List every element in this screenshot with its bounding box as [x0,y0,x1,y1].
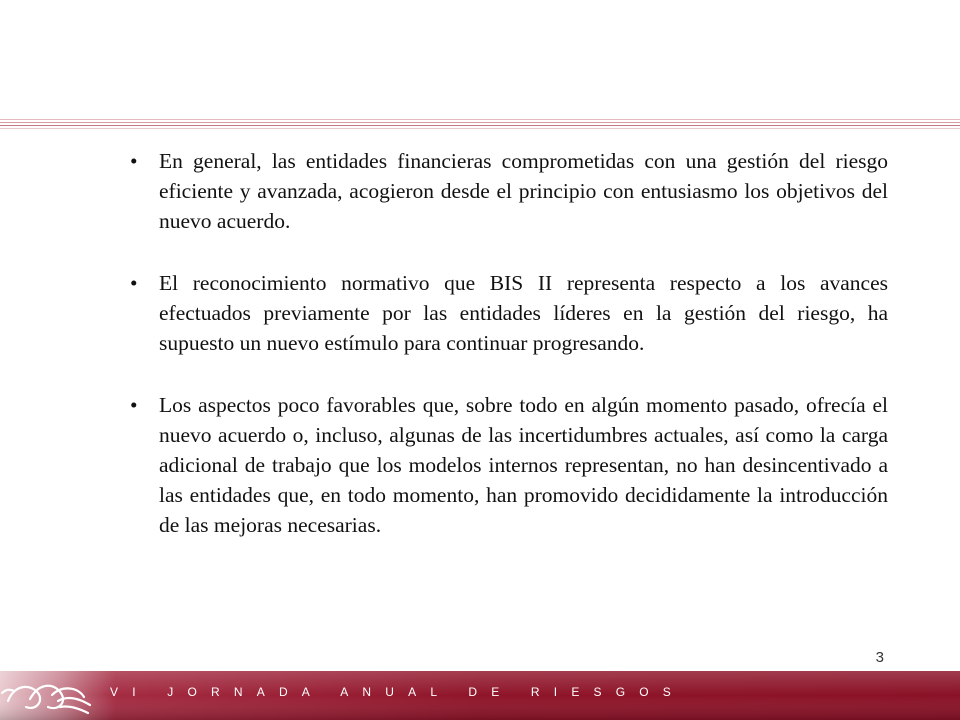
bullet-text: El reconocimiento normativo que BIS II representa respecto a los avances efectuados previamente por las entidades líderes en la gestión del riesgo, ha supuesto un nuevo estímulo para continuar progresando. [159,271,888,355]
header-rule-1 [0,119,960,120]
header-rule-3 [0,125,960,126]
bullet-marker: • [130,149,138,173]
bullet-text: Los aspectos poco favorables que, sobre todo en algún momento pasado, ofrecía el nuevo acuerdo o, incluso, algunas de las incertidumbres actuales, así como la carga adicional de trabajo que los modelos internos representan, no han desincentivado a las entidades que, en todo momento, han promovido decididamente la introducción de las mejoras necesarias. [159,393,888,537]
bullet-text: En general, las entidades financieras comprometidas con una gestión del riesgo eficiente y avanzada, acogieron desde el principio con entusiasmo los objetivos del nuevo acuerdo. [159,149,888,233]
footer-event-title: VI JORNADA ANUAL DE RIESGOS [110,685,686,699]
bullet-item [130,390,888,540]
page-number: 3 [875,649,884,666]
header-rule-2 [0,122,960,123]
slide-body [130,146,888,540]
bullet-item [130,146,888,236]
bullet-marker: • [130,271,138,295]
bullet-marker: • [130,393,138,417]
footer-banner [0,671,960,720]
bullet-item [130,268,888,358]
header-rule-4 [0,128,960,129]
